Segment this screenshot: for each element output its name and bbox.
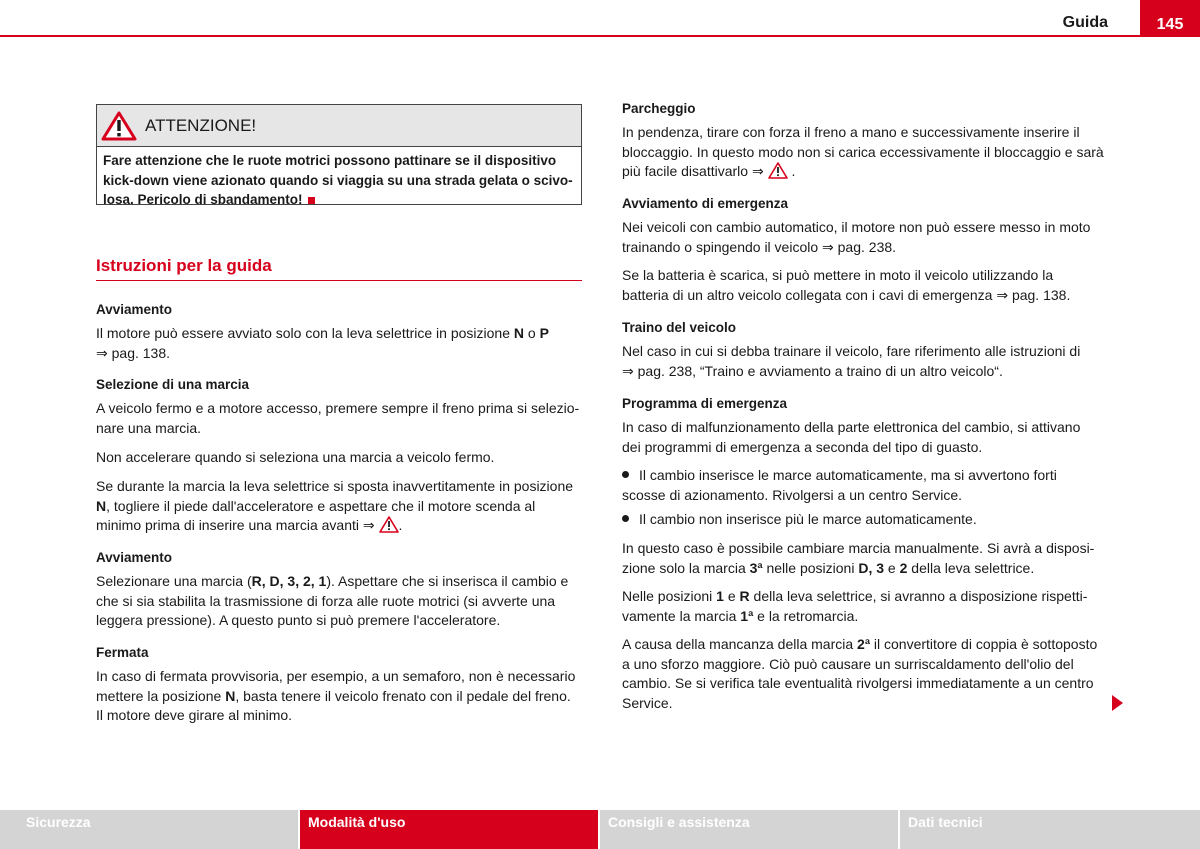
list-item: Il cambio inserisce le marce automaticamente, ma si avvertono forti scosse di azionamento. Rivolgersi a un centro Service. (622, 467, 1057, 503)
warning-line: kick-down viene azionato quando si viaggia su una strada gelata o scivo- (103, 172, 573, 188)
paragraph-programma-4: A causa della mancanza della marcia 2ª il convertitore di coppia è sottoposto a uno sforzo maggiore. Ciò può causare un surriscaldamento dell'olio del cambio. Se si verifica tale eventualità rivolgersi immediatamente a un centro Service. (622, 636, 1098, 711)
continue-arrow-icon[interactable] (1112, 695, 1123, 711)
paragraph-selezione-1: A veicolo fermo e a motore accesso, premere sempre il freno prima si selezio- nare una marcia. (96, 400, 580, 436)
paragraph-fermata: In caso di fermata provvisoria, per esempio, a un semaforo, non è necessario mettere la posizione N, basta tenere il veicolo frenato con il pedale del freno. Il motore deve girare al minimo. (96, 668, 576, 723)
heading-avviamento-2: Avviamento (96, 550, 173, 565)
paragraph-programma-3: Nelle posizioni 1 e R della leva selettrice, si avranno a disposizione rispetti- vamente la marcia 1ª e la retromarcia. (622, 588, 1088, 624)
warning-text (97, 147, 581, 214)
running-header: Guida (1062, 14, 1108, 31)
warning-reference-icon[interactable] (768, 162, 788, 179)
bullet-icon (622, 471, 629, 478)
warning-line: losa. Pericolo di sbandamento! (103, 190, 575, 210)
bullet-icon (622, 515, 629, 522)
footer-tab-consigli[interactable]: Consigli e assistenza (600, 810, 898, 849)
paragraph-avviamento: Il motore può essere avviato solo con la leva selettrice in posizione N o P ⇒ pag. 138. (96, 324, 582, 363)
warning-triangle-icon (101, 111, 137, 141)
footer-tab-sicurezza[interactable]: Sicurezza (0, 810, 298, 849)
warning-box (96, 104, 582, 205)
warning-header (97, 105, 581, 147)
paragraph-emergenza-1: Nei veicoli con cambio automatico, il motore non può essere messo in moto trainando o spingendo il veicolo ⇒ pag. 238. (622, 219, 1091, 255)
heading-parcheggio: Parcheggio (622, 101, 696, 116)
heading-selezione: Selezione di una marcia (96, 377, 250, 392)
list-item: Il cambio non inserisce più le marce automaticamente. (622, 510, 1108, 530)
page-number: 145 (1140, 0, 1200, 37)
paragraph-selezione-3: Se durante la marcia la leva selettrice si sposta inavvertitamente in posizione N, togliere il piede dall'acceleratore e aspettare che il motore scenda al minimo prima di inserire una marcia avanti ⇒ . (96, 478, 574, 533)
paragraph-programma-2: In questo caso è possibile cambiare marcia manualmente. Si avrà a disposi- zione solo la marcia 3ª nelle posizioni D, 3 e 2 della leva selettrice. (622, 540, 1095, 576)
paragraph-parcheggio: In pendenza, tirare con forza il freno a mano e successivamente inserire il bloccaggio. In questo modo non si carica eccessivamente il bloccaggio e sarà più facile disattivarlo ⇒ . (622, 124, 1104, 179)
paragraph-traino: Nel caso in cui si debba trainare il veicolo, fare riferimento alle istruzioni di ⇒ pag. 238, “Traino e avviamento a traino di un altro veicolo“. (622, 343, 1081, 379)
heading-avviamento: Avviamento (96, 302, 173, 317)
footer-tab-modalita-uso[interactable]: Modalità d'uso (300, 810, 598, 849)
footer-tab-dati-tecnici[interactable]: Dati tecnici (900, 810, 1200, 849)
heading-fermata: Fermata (96, 645, 149, 660)
section-title: Istruzioni per la guida (96, 256, 582, 281)
paragraph-programma-1: In caso di malfunzionamento della parte elettronica del cambio, si attivano dei programmi di emergenza a seconda del tipo di guasto. (622, 419, 1081, 455)
paragraph-selezione-2: Non accelerare quando si seleziona una marcia a veicolo fermo. (96, 449, 495, 465)
heading-avviamento-emergenza: Avviamento di emergenza (622, 196, 789, 211)
end-marker-icon (308, 197, 315, 204)
header-rule (0, 35, 1200, 37)
paragraph-avviamento-2: Selezionare una marcia (R, D, 3, 2, 1). Aspettare che si inserisca il cambio e che si sia stabilita la trasmissione di forza alle ruote motrici (si avverte una leggera pressione). A questo punto si può premere l'acceleratore. (96, 573, 569, 628)
paragraph-emergenza-2: Se la batteria è scarica, si può mettere in moto il veicolo utilizzando la batteria di un altro veicolo collegata con i cavi di emergenza ⇒ pag. 138. (622, 267, 1071, 303)
warning-line: Fare attenzione che le ruote motrici possono pattinare se il dispositivo (103, 153, 557, 168)
warning-title: ATTENZIONE! (145, 115, 257, 135)
heading-programma-emergenza: Programma di emergenza (622, 396, 788, 411)
heading-traino: Traino del veicolo (622, 320, 737, 335)
warning-reference-icon[interactable] (379, 516, 399, 533)
page-reference-link[interactable]: ⇒ pag. 138. (96, 344, 171, 361)
